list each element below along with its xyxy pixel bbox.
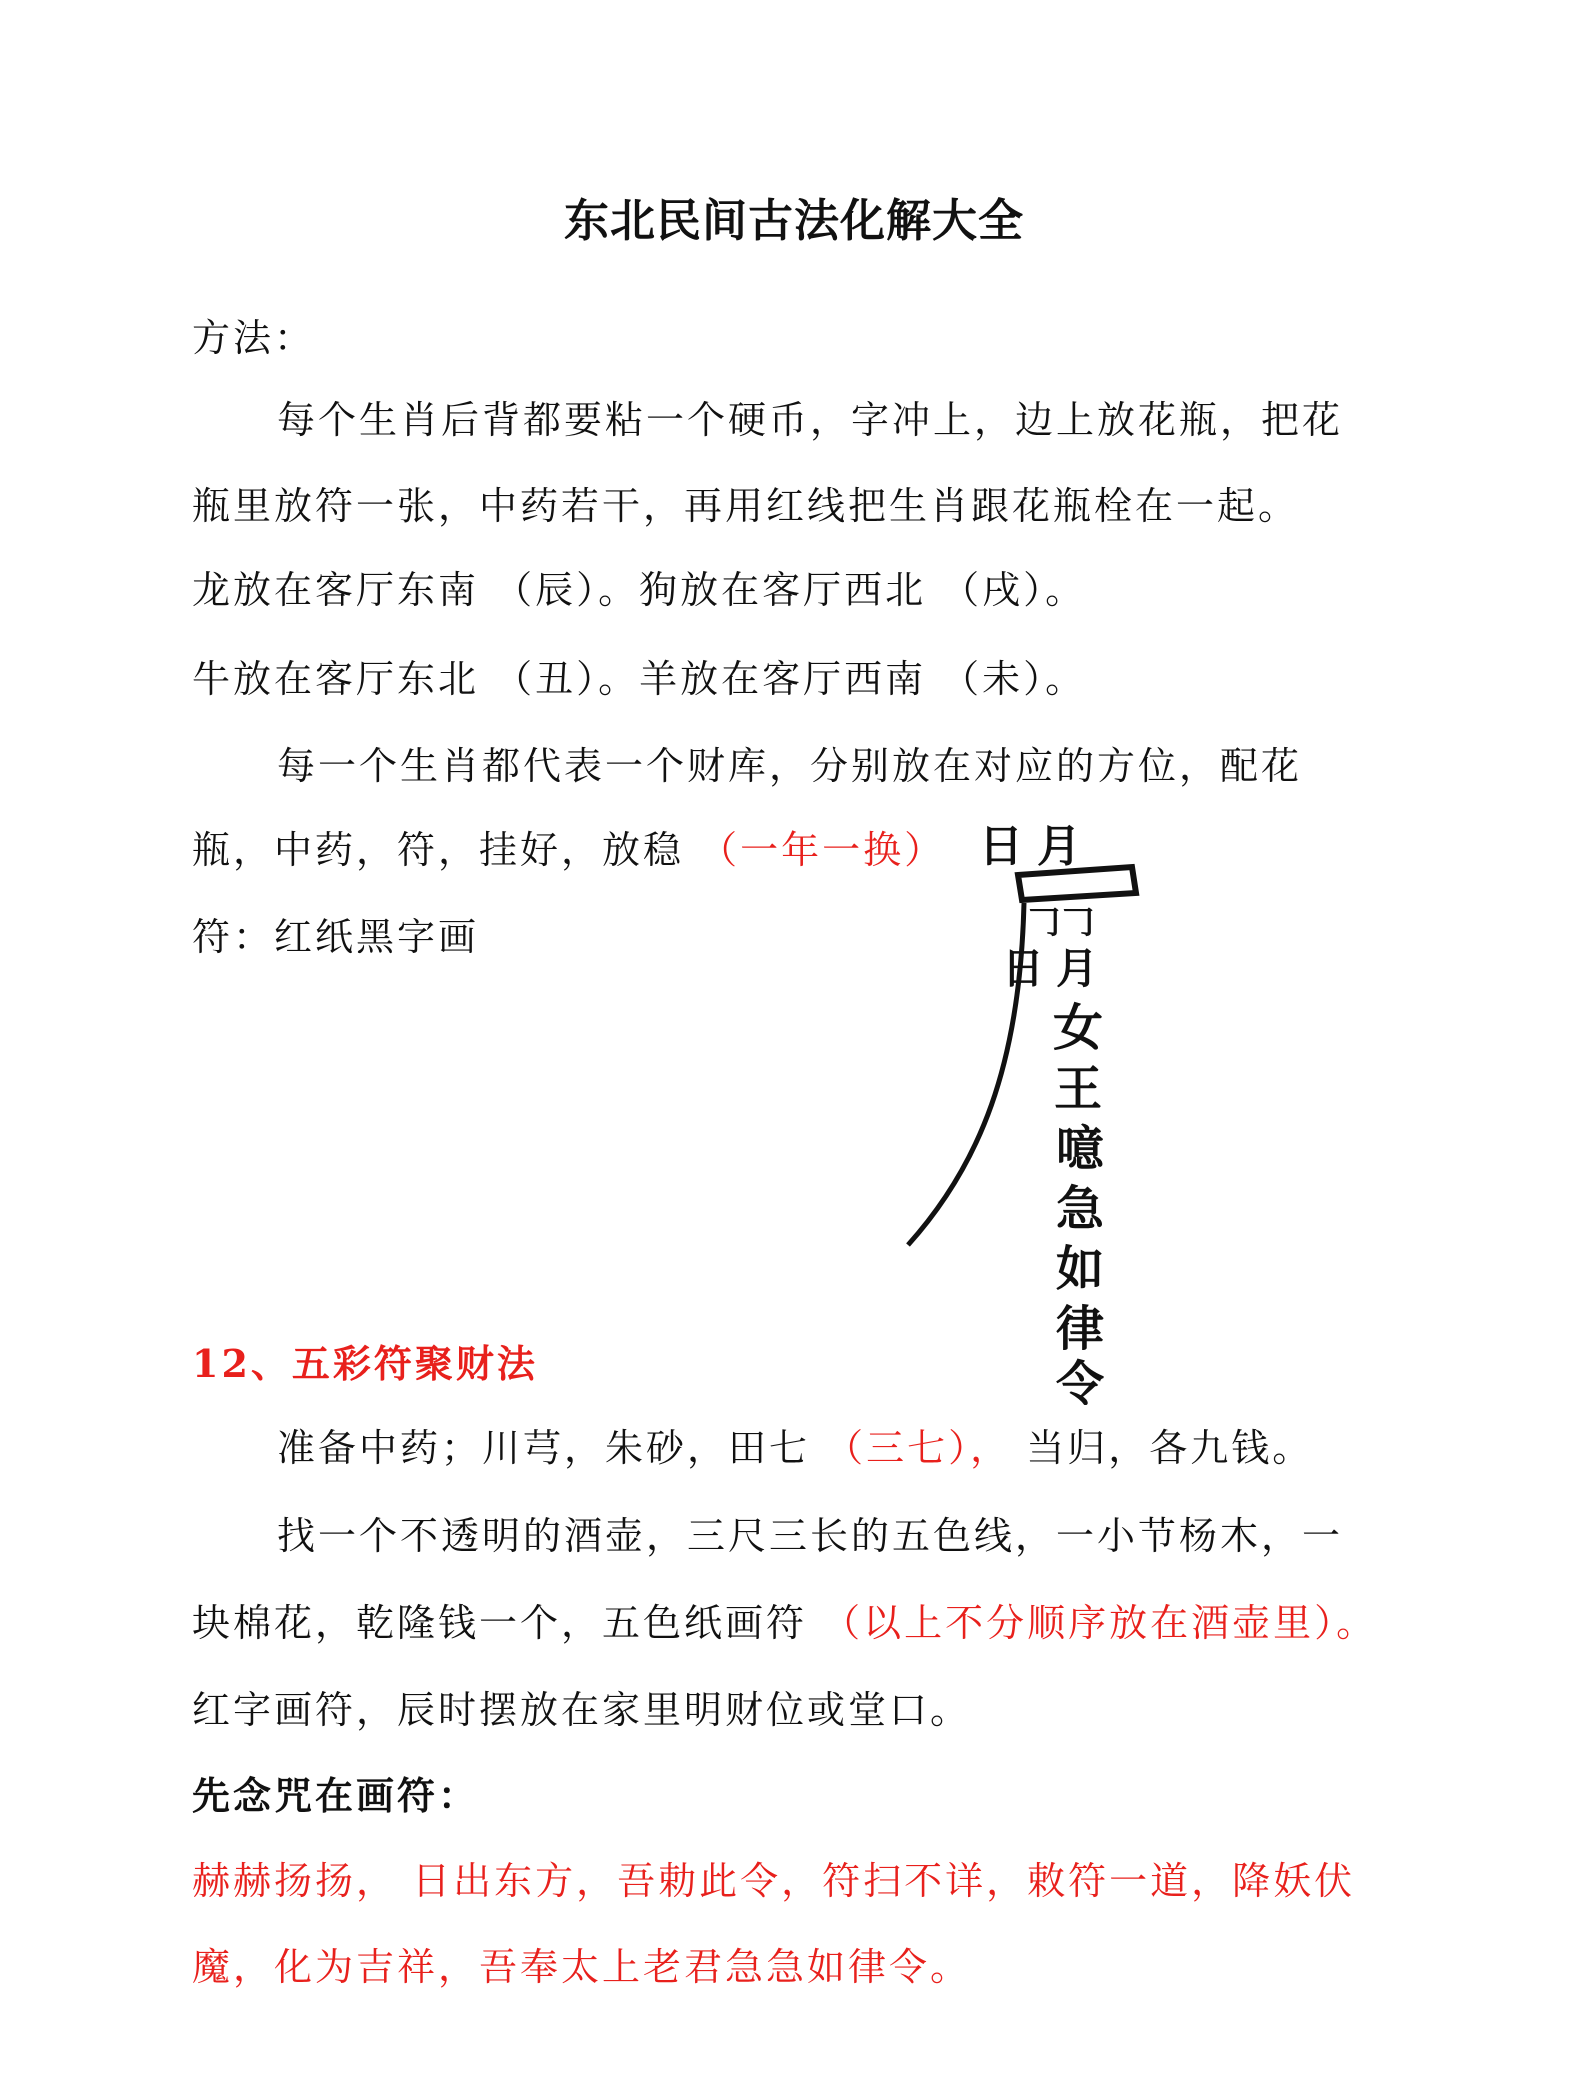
section-heading: 12、五彩符聚财法 [192,1341,538,1386]
red-note: （以上不分顺序放在酒壶里）。 [822,1601,1378,1645]
text-run: 瓶，中药，符，挂好，放稳 [192,828,700,872]
paragraph-line [277,1424,1313,1472]
talisman-char: 律 [1055,1301,1105,1357]
chant-line: 魔，化为吉祥，吾奉太上老君急急如律令。 [192,1945,972,1989]
text-run: 当归，各九钱。 [1011,1426,1314,1470]
talisman-image [900,805,1160,1405]
red-note: （一年一换） [699,828,946,872]
talisman-char: 王 [1053,1061,1103,1117]
paragraph-line: 每一个生肖都代表一个财库，分别放在对应的方位，配花 [277,744,1303,788]
paragraph-line: 找一个不透明的酒壶，三尺三长的五色线，一小节杨木，一 [277,1514,1344,1558]
paragraph-line: 龙放在客厅东南 （辰）。狗放在客厅西北 （戌）。 [192,568,1087,612]
text-run: 块棉花，乾隆钱一个，五色纸画符 [192,1601,823,1645]
method-label: 方法： [192,316,316,360]
talisman-char: 如 [1055,1241,1105,1297]
fu-note: 符：红纸黑字画 [192,915,480,959]
talisman-char: 噫 [1055,1121,1105,1177]
paragraph-line: 牛放在客厅东北 （丑）。羊放在客厅西南 （未）。 [192,657,1087,701]
red-note: （三七）， [825,1426,1012,1470]
chant-heading: 先念咒在画符： [192,1773,480,1818]
chant-line: 赫赫扬扬， 日出东方，吾勅此令，符扫不详，敕符一道，降妖伏 [192,1859,1356,1903]
talisman-char: 日 月 [1001,944,1099,993]
page-title: 东北民间古法化解大全 [563,194,1024,247]
talisman-char: 令 [1055,1356,1105,1405]
text-run: 准备中药；川芎，朱砂，田七 [277,1426,826,1470]
talisman-glyph: 𠃌𠃌 [1026,902,1094,942]
paragraph-line: 红字画符，辰时摆放在家里明财位或堂口。 [192,1688,972,1732]
paragraph-line: 瓶里放符一张，中药若干，再用红线把生肖跟花瓶栓在一起。 [192,484,1300,528]
paragraph-line [192,826,945,874]
talisman-top-text: 日 月 [979,821,1081,872]
talisman-bar [1018,867,1136,900]
paragraph-line: 每个生肖后背都要粘一个硬币，字冲上，边上放花瓶，把花 [277,398,1344,442]
talisman-char: 急 [1055,1181,1105,1237]
paragraph-line [192,1599,1377,1647]
talisman-char: 女 [1053,998,1103,1057]
